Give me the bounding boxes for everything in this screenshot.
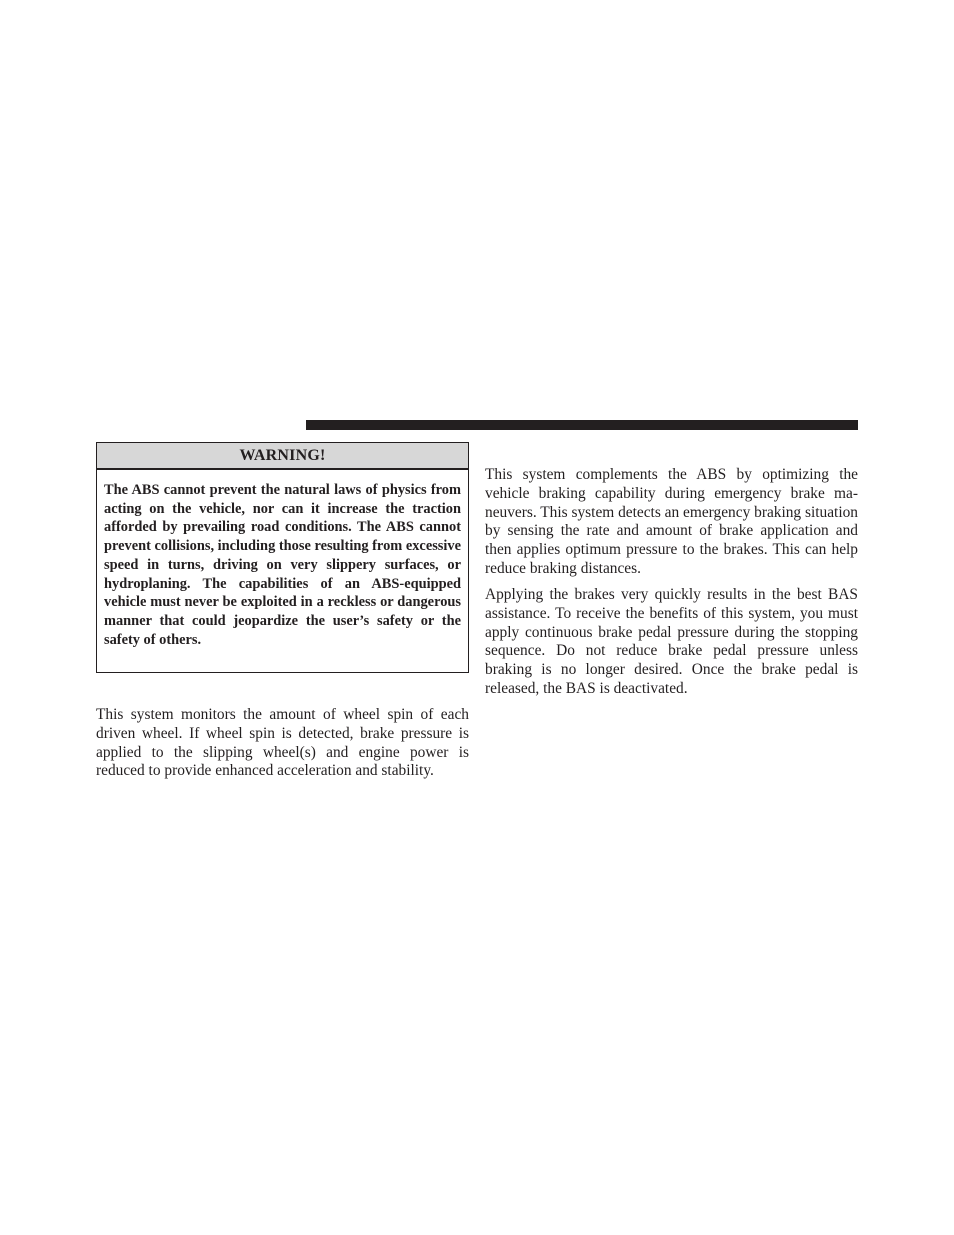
brake-assist-paragraph-2: Applying the brakes very quickly results in the best BAS assistance. To receive the benefits of this system, you must apply continuous brake pedal pressure during the stopping sequence. Do not reduce brake pedal pressure unless braking is no longer desired. Once the brake pedal is released, the BAS is deactivated. [485,586,858,697]
warning-box [96,442,469,673]
traction-control-paragraph: This system monitors the amount of wheel spin of each driven wheel. If wheel spin is detected, brake pressure is applied to the slipping wheel(s) and engine power is reduced to provide enhanced acceleration and stability. [96,706,469,780]
warning-title: WARNING! [97,443,468,470]
warning-text: The ABS cannot prevent the natural laws of physics from acting on the vehicle, nor can it increase the traction afforded by prevailing road conditions. The ABS cannot prevent collisions, including those resulting from excessive speed in turns, driving on very slippery surfaces, or hydroplaning. The capabilities of an ABS-equipped vehicle must never be exploited in a reckless or dangerous manner that could jeopardize the user’s safety or the safety of others. [104,482,461,648]
section-header-rule [306,420,858,430]
brake-assist-paragraph-1: This system complements the ABS by optimizing the vehicle braking capability during emergency brake maneuvers. This system detects an emergency braking situation by sensing the rate and amount of brake application and then applies optimum pressure to the brakes. This can help reduce braking distances. [485,466,858,577]
